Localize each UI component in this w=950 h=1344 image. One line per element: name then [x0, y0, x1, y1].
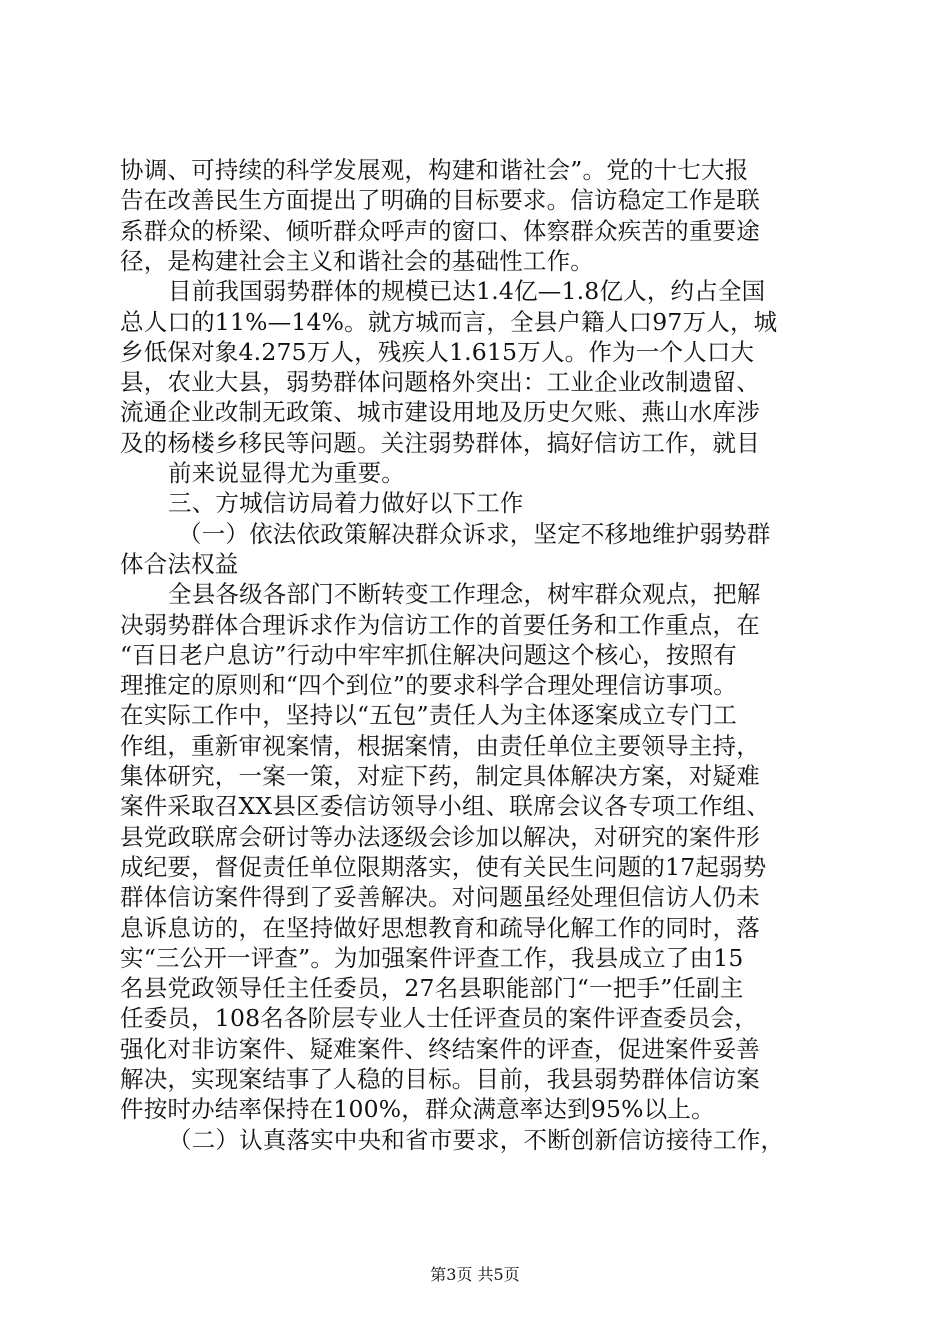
paragraph-line: 告在改善民生方面提出了明确的目标要求。信访稳定工作是联: [120, 186, 760, 215]
paragraph-line: 群体信访案件得到了妥善解决。对问题虽经处理但信访人仍未: [120, 883, 760, 912]
paragraph-line: 理推定的原则和“四个到位”的要求科学合理处理信访事项。: [120, 671, 737, 700]
page-footer: 第3页 共5页: [430, 1265, 520, 1284]
paragraph-line: “百日老户息访”行动中牢牢抓住解决问题这个核心，按照有: [120, 640, 737, 669]
paragraph-line: 任委员，108名各阶层专业人士任评查员的案件评查委员会，: [120, 1004, 758, 1033]
paragraph-line: 总人口的11%—14%。就方城而言，全县户籍人口97万人，城: [120, 307, 778, 336]
paragraph-line: 息诉息访的，在坚持做好思想教育和疏导化解工作的同时，落: [120, 913, 760, 942]
paragraph-line: 实“三公开一评查”。为加强案件评查工作，我县成立了由15: [120, 943, 744, 972]
paragraph-line: 作组，重新审视案情，根据案情，由责任单位主要领导主持，: [120, 731, 760, 760]
paragraph-line: 前来说显得尤为重要。: [168, 459, 405, 487]
paragraph-line: 三、方城信访局着力做好以下工作: [168, 489, 524, 518]
paragraph-line: 径，是构建社会主义和谐社会的基础性工作。: [120, 246, 594, 275]
paragraph-line: 协调、可持续的科学发展观，构建和谐社会”。党的十七大报: [120, 156, 749, 184]
paragraph-line: 乡低保对象4.275万人，残疾人1.615万人。作为一个人口大: [120, 337, 755, 366]
paragraph-line: （一）依法依政策解决群众诉求，坚定不移地维护弱势群: [178, 519, 771, 548]
paragraph-line: 解决，实现案结事了人稳的目标。目前，我县弱势群体信访案: [120, 1065, 760, 1093]
paragraph-line: 系群众的桥梁、倾听群众呼声的窗口、体察群众疾苦的重要途: [120, 216, 760, 245]
paragraph-line: 全县各级各部门不断转变工作理念，树牢群众观点，把解: [168, 580, 761, 609]
paragraph-line: 案件采取召XX县区委信访领导小组、联席会议各专项工作组、: [120, 792, 771, 821]
paragraph-line: 集体研究，一案一策，对症下药，制定具体解决方案，对疑难: [120, 762, 760, 790]
paragraph-line: 强化对非访案件、疑难案件、终结案件的评查，促进案件妥善: [120, 1034, 760, 1063]
paragraph-line: 县党政联席会研讨等办法逐级会诊加以解决，对研究的案件形: [120, 822, 760, 851]
paragraph-line: 体合法权益: [120, 549, 239, 578]
paragraph-line: 及的杨楼乡移民等问题。关注弱势群体，搞好信访工作，就目: [120, 428, 760, 457]
paragraph-line: （二）认真落实中央和省市要求，不断创新信访接待工作，: [168, 1125, 785, 1154]
paragraph-line: 县，农业大县，弱势群体问题格外突出：工业企业改制遗留、: [120, 368, 760, 397]
paragraph-line: 成纪要，督促责任单位限期落实，使有关民生问题的17起弱势: [120, 852, 767, 881]
paragraph-line: 决弱势群体合理诉求作为信访工作的首要任务和工作重点，在: [120, 610, 760, 639]
paragraph-line: 件按时办结率保持在100%，群众满意率达到95%以上。: [120, 1095, 715, 1124]
paragraph-line: 名县党政领导任主任委员，27名县职能部门“一把手”任副主: [120, 974, 744, 1003]
paragraph-line: 在实际工作中，坚持以“五包”责任人为主体逐案成立专门工: [120, 701, 737, 730]
paragraph-line: 流通企业改制无政策、城市建设用地及历史欠账、燕山水库涉: [120, 398, 760, 427]
paragraph-line: 目前我国弱势群体的规模已达1.4亿—1.8亿人，约占全国: [168, 277, 766, 306]
